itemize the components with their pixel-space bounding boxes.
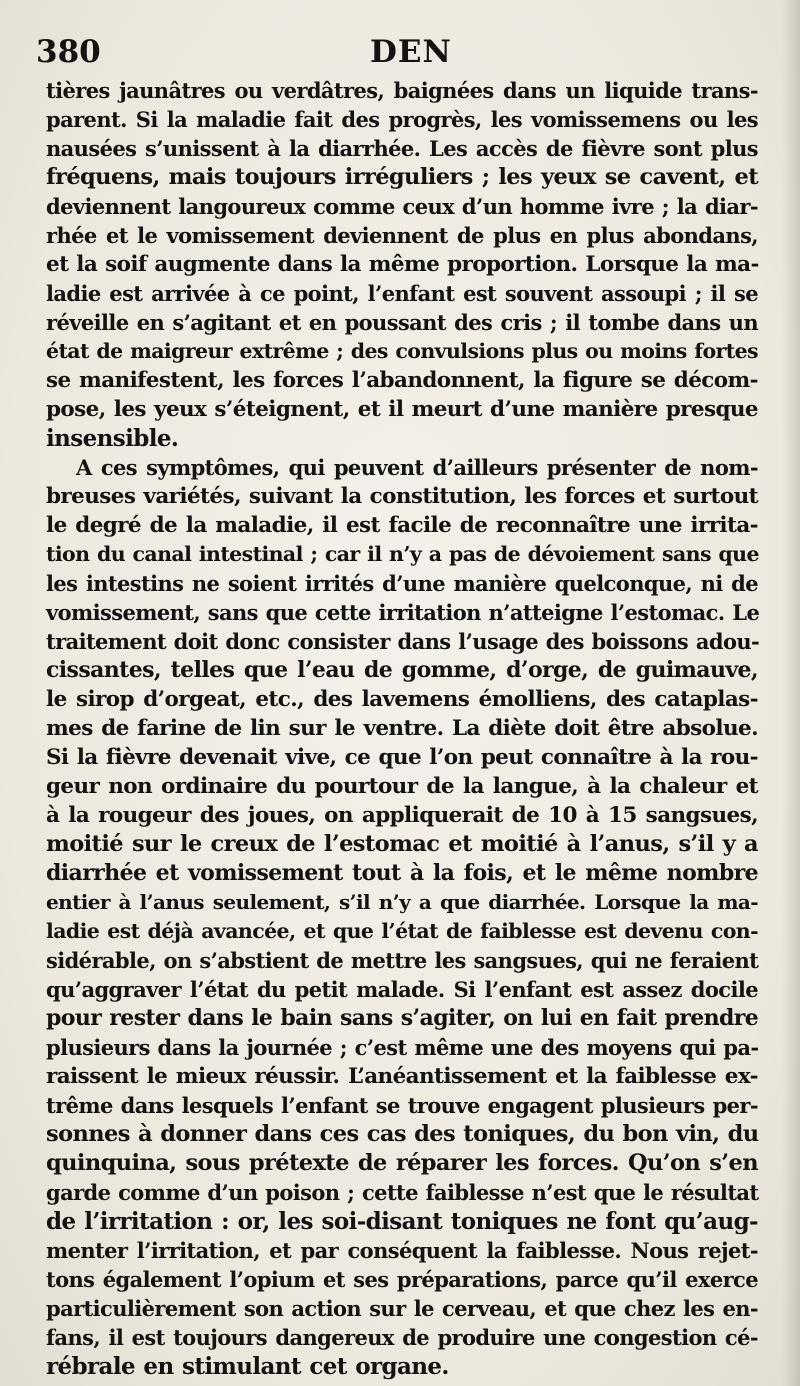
text-line: tion du canal intestinal ; car il n’y a pas de dévoiement sans que xyxy=(46,542,759,566)
text-line: sonnes à donner dans ces cas des toniques, du bon vin, du xyxy=(46,1121,759,1147)
text-line: le degré de la maladie, il est facile de reconnaître une irrita- xyxy=(46,513,758,538)
page-number: 380 xyxy=(36,34,101,70)
page-header xyxy=(34,34,764,74)
paragraph-1 xyxy=(46,76,758,453)
text-line: état de maigreur extrême ; des convulsions plus ou moins fortes xyxy=(46,339,758,363)
text-line: trême dans lesquels l’enfant se trouve engagent plusieurs per- xyxy=(46,1093,758,1118)
text-line: pose, les yeux s’éteignent, et il meurt d’une manière presque xyxy=(46,397,758,422)
text-line: pour rester dans le bain sans s’agiter, on lui en fait prendre xyxy=(46,1005,759,1031)
text-line: de l’irritation : or, les soi-disant toniques ne font qu’aug- xyxy=(46,1208,758,1235)
text-line: et la soif augmente dans la même proportion. Lorsque la ma- xyxy=(46,252,759,277)
text-line: menter l’irritation, et par conséquent la faiblesse. Nous rejet- xyxy=(46,1238,758,1263)
text-line: fans, il est toujours dangereux de produire une congestion cé- xyxy=(46,1325,758,1350)
text-line: entier à l’anus seulement, s’il n’y a que diarrhée. Lorsque la ma- xyxy=(46,890,758,914)
text-line: quinquina, sous prétexte de réparer les forces. Qu’on s’en xyxy=(46,1150,758,1176)
text-line: mes de farine de lin sur le ventre. La diète doit être absolue. xyxy=(46,716,758,741)
text-line: raissent le mieux réussir. L’anéantissement et la faiblesse ex- xyxy=(46,1064,758,1089)
text-line: breuses variétés, suivant la constitution, les forces et surtout xyxy=(46,484,758,509)
running-head: DEN xyxy=(370,34,452,70)
text-line: rébrale en stimulant cet organe. xyxy=(46,1353,449,1380)
text-line: fréquens, mais toujours irréguliers ; les yeux se cavent, et xyxy=(46,164,758,190)
text-line: ladie est arrivée à ce point, l’enfant est souvent assoupi ; il se xyxy=(46,281,758,306)
text-line: qu’aggraver l’état du petit malade. Si l’enfant est assez docile xyxy=(46,977,758,1002)
text-line: les intestins ne soient irrités d’une manière quelconque, ni de xyxy=(46,571,758,596)
text-line: cissantes, telles que l’eau de gomme, d’orge, de guimauve, xyxy=(46,657,758,683)
text-line: diarrhée et vomissement tout à la fois, et le même nombre xyxy=(46,860,758,886)
text-line: plusieurs dans la journée ; c’est même une des moyens qui pa- xyxy=(46,1035,759,1060)
text-line: nausées s’unissent à la diarrhée. Les accès de fièvre sont plus xyxy=(46,136,758,161)
text-line: insensible. xyxy=(46,425,179,452)
text-line: se manifestent, les forces l’abandonnent, la figure se décom- xyxy=(46,368,758,393)
text-line: tières jaunâtres ou verdâtres, baignées dans un liquide trans- xyxy=(46,78,758,103)
text-line: parent. Si la maladie fait des progrès, les vomissemens ou les xyxy=(46,107,758,132)
text-line: rhée et le vomissement deviennent de plus en plus abondans, xyxy=(46,223,758,248)
text-line: tons également l’opium et ses préparations, parce qu’il exerce xyxy=(46,1267,758,1292)
text-line: Si la fièvre devenait vive, ce que l’on peut connaître à la rou- xyxy=(46,745,758,770)
text-line: traitement doit donc consister dans l’usage des boissons adou- xyxy=(46,629,760,654)
text-line: le sirop d’orgeat, etc., des lavemens émolliens, des cataplas- xyxy=(46,687,758,712)
text-line: à la rougeur des joues, on appliquerait de 10 à 15 sangsues, xyxy=(46,803,758,828)
body-text xyxy=(46,76,758,1381)
text-line: ladie est déjà avancée, et que l’état de faiblesse est devenu con- xyxy=(46,919,758,943)
text-line: particulièrement son action sur le cerveau, et que chez les en- xyxy=(46,1296,758,1321)
paragraph-2 xyxy=(46,453,758,1381)
text-line: A ces symptômes, qui peuvent d’ailleurs présenter de nom- xyxy=(76,455,758,480)
text-line: sidérable, on s’abstient de mettre les sangsues, qui ne feraient xyxy=(46,948,759,973)
text-line: garde comme d’un poison ; cette faiblesse n’est que le résultat xyxy=(46,1180,759,1205)
text-line: deviennent langoureux comme ceux d’un homme ivre ; la diar- xyxy=(46,194,758,219)
text-line: vomissement, sans que cette irritation n’atteigne l’estomac. Le xyxy=(46,600,760,625)
text-line: geur non ordinaire du pourtour de la langue, à la chaleur et xyxy=(46,774,758,799)
text-line: moitié sur le creux de l’estomac et moitié à l’anus, s’il y a xyxy=(46,831,758,857)
text-line: réveille en s’agitant et en poussant des cris ; il tombe dans un xyxy=(46,310,758,335)
page-edge-shadow xyxy=(782,0,800,1386)
